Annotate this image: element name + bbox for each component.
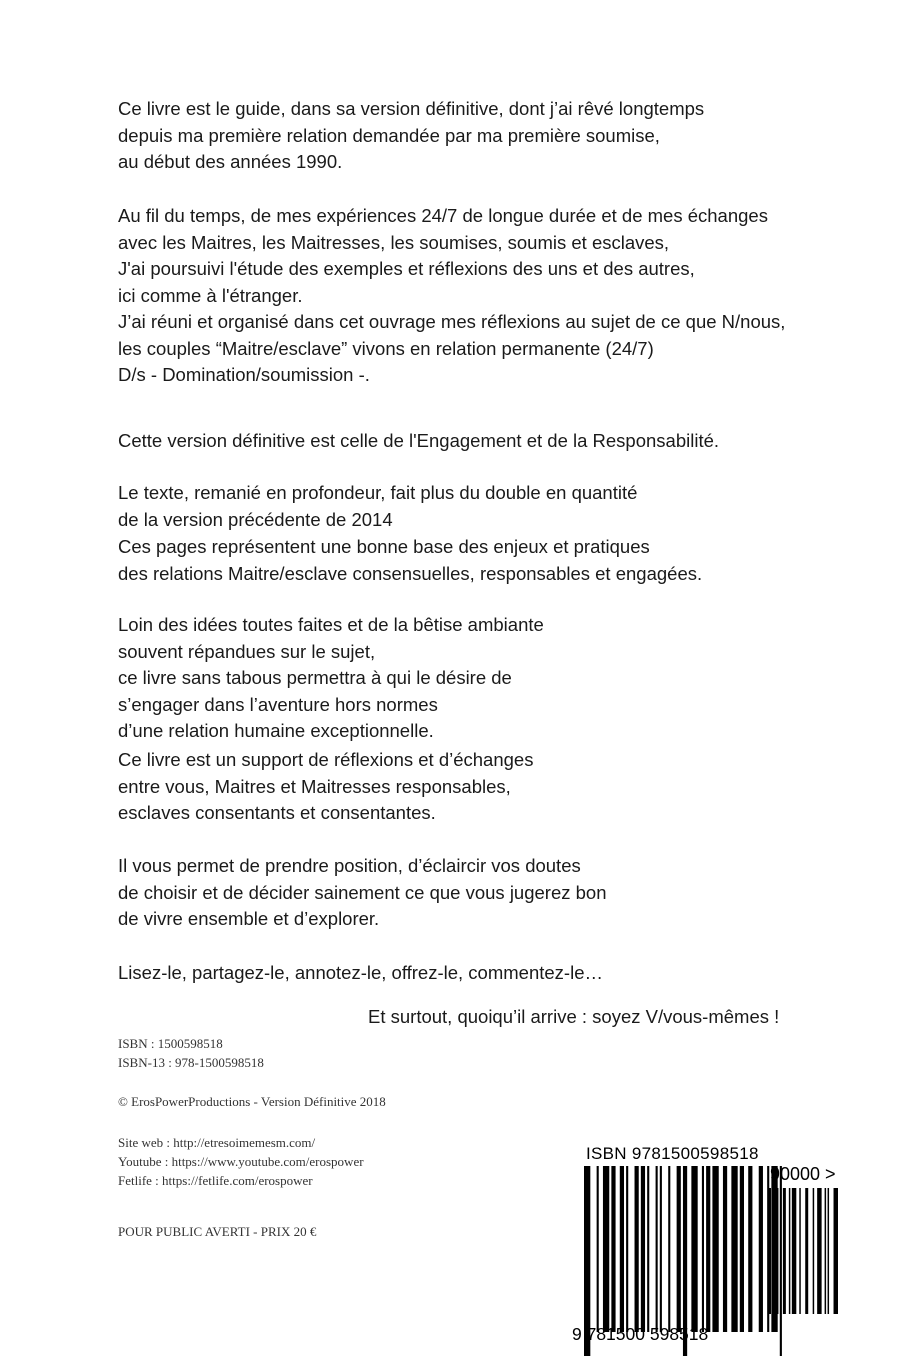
text-line: Ce livre est un support de réflexions et d’échanges bbox=[118, 749, 534, 770]
text-line: ici comme à l'étranger. bbox=[118, 284, 303, 306]
barcode-isbn-label: ISBN 9781500598518 bbox=[586, 1144, 759, 1163]
barcode-bar bbox=[775, 1188, 778, 1314]
barcode-bar bbox=[660, 1166, 662, 1332]
text-line: Au fil du temps, de mes expériences 24/7 de longue durée et de mes échanges bbox=[118, 205, 768, 226]
text-line: Cette version définitive est celle de l'Engagement et de la Responsabilité. bbox=[118, 430, 720, 451]
text-line: d’une relation humaine exceptionnelle. bbox=[118, 720, 434, 741]
description-paragraph-1 bbox=[118, 96, 838, 176]
text-line: ce livre sans tabous permettra à qui le désire de bbox=[118, 667, 512, 688]
text-line: Lisez-le, partagez-le, annotez-le, offrez-le, commentez-le… bbox=[118, 962, 603, 983]
barcode-bar bbox=[656, 1166, 658, 1332]
barcode-bar bbox=[702, 1166, 704, 1332]
description-paragraph-6 bbox=[118, 612, 838, 745]
description-paragraph-4 bbox=[118, 454, 838, 533]
barcode-bar bbox=[723, 1166, 727, 1332]
barcode-bar bbox=[759, 1166, 763, 1332]
isbn-13: ISBN-13 : 978-1500598518 bbox=[118, 1055, 264, 1070]
text-line: entre vous, Maitres et Maitresses responsables, bbox=[118, 775, 511, 797]
barcode-digits: 9 781500 598518 bbox=[572, 1324, 709, 1344]
barcode-bar bbox=[792, 1188, 796, 1314]
barcode-bar bbox=[603, 1166, 609, 1332]
text-line: souvent répandues sur le sujet, bbox=[118, 640, 376, 662]
text-line: les couples “Maitre/esclave” vivons en relation permanente (24/7) bbox=[118, 337, 654, 359]
text-line: Le texte, remanié en profondeur, fait plus du double en quantité bbox=[118, 482, 638, 503]
text-line: avec les Maitres, les Maitresses, les soumises, soumis et esclaves, bbox=[118, 231, 670, 253]
youtube-link[interactable]: Youtube : https://www.youtube.com/erospower bbox=[118, 1154, 364, 1169]
barcode-bar bbox=[817, 1188, 821, 1314]
barcode-bar bbox=[691, 1166, 697, 1332]
copyright-notice bbox=[118, 1092, 386, 1111]
barcode-bar bbox=[635, 1166, 639, 1332]
barcode-bar bbox=[620, 1166, 624, 1332]
barcode-bar bbox=[641, 1166, 645, 1332]
barcode-bar bbox=[611, 1166, 615, 1332]
description-paragraph-9 bbox=[118, 960, 838, 987]
barcode-bar bbox=[677, 1166, 681, 1332]
closing-line: Et surtout, quoiqu’il arrive : soyez V/vous-mêmes ! bbox=[368, 1006, 780, 1027]
text-line: J'ai poursuivi l'étude des exemples et réflexions des uns et des autres, bbox=[118, 258, 695, 279]
barcode-bar bbox=[748, 1166, 752, 1332]
website-link[interactable]: Site web : http://etresoimemesm.com/ bbox=[118, 1135, 316, 1150]
copyright-text: © ErosPowerProductions - Version Définitive 2018 bbox=[118, 1094, 386, 1109]
links-block bbox=[118, 1133, 364, 1190]
barcode-bar bbox=[626, 1166, 628, 1332]
description-paragraph-7 bbox=[118, 747, 838, 827]
text-line: de la version précédente de 2014 bbox=[118, 508, 393, 530]
barcode-bar bbox=[768, 1188, 771, 1314]
description-paragraph-8 bbox=[118, 853, 838, 933]
text-line: de choisir et de décider sainement ce que vous jugerez bon bbox=[118, 881, 607, 903]
barcode-bar bbox=[805, 1188, 808, 1314]
text-line: Ce livre est le guide, dans sa version définitive, dont j’ai rêvé longtemps bbox=[118, 98, 705, 119]
text-line: s’engager dans l’aventure hors normes bbox=[118, 693, 438, 715]
barcode-bar bbox=[828, 1188, 829, 1314]
barcode-bar bbox=[825, 1188, 826, 1314]
isbn-10: ISBN : 1500598518 bbox=[118, 1036, 223, 1051]
text-line: Loin des idées toutes faites et de la bêtise ambiante bbox=[118, 614, 544, 635]
audience-price bbox=[118, 1222, 316, 1241]
barcode bbox=[572, 1138, 872, 1348]
barcode-bar bbox=[712, 1166, 718, 1332]
barcode-bar bbox=[783, 1188, 786, 1314]
description-paragraph-5 bbox=[118, 534, 838, 587]
barcode-bar bbox=[597, 1166, 599, 1332]
text-line: de vivre ensemble et d’explorer. bbox=[118, 908, 380, 929]
addon-barcode-bars bbox=[768, 1188, 838, 1338]
barcode-bar bbox=[740, 1166, 744, 1332]
barcode-bar bbox=[813, 1188, 814, 1314]
description-paragraph-2 bbox=[118, 203, 838, 389]
fetlife-link[interactable]: Fetlife : https://fetlife.com/erospower bbox=[118, 1173, 313, 1188]
isbn-block bbox=[118, 1034, 264, 1072]
barcode-bar bbox=[834, 1188, 838, 1314]
barcode-bar bbox=[799, 1188, 800, 1314]
audience-price-text: POUR PUBLIC AVERTI - PRIX 20 € bbox=[118, 1224, 317, 1239]
text-line: des relations Maitre/esclave consensuelles, responsables et engagées. bbox=[118, 562, 703, 584]
barcode-bar bbox=[731, 1166, 737, 1332]
barcode-bar bbox=[668, 1166, 670, 1332]
text-line: D/s - Domination/soumission -. bbox=[118, 364, 370, 385]
text-line: Il vous permet de prendre position, d’éclaircir vos doutes bbox=[118, 855, 581, 876]
barcode-price-code: 90000 > bbox=[770, 1164, 836, 1184]
description-paragraph-3 bbox=[118, 428, 838, 455]
text-line: depuis ma première relation demandée par ma première soumise, bbox=[118, 124, 660, 146]
text-line: au début des années 1990. bbox=[118, 151, 343, 172]
barcode-bar bbox=[706, 1166, 710, 1332]
text-line: esclaves consentants et consentantes. bbox=[118, 802, 436, 823]
text-line: Ces pages représentent une bonne base des enjeux et pratiques bbox=[118, 536, 650, 557]
barcode-bar bbox=[647, 1166, 649, 1332]
text-line: J’ai réuni et organisé dans cet ouvrage mes réflexions au sujet de ce que N/nous, bbox=[118, 311, 786, 332]
barcode-bar bbox=[789, 1188, 790, 1314]
